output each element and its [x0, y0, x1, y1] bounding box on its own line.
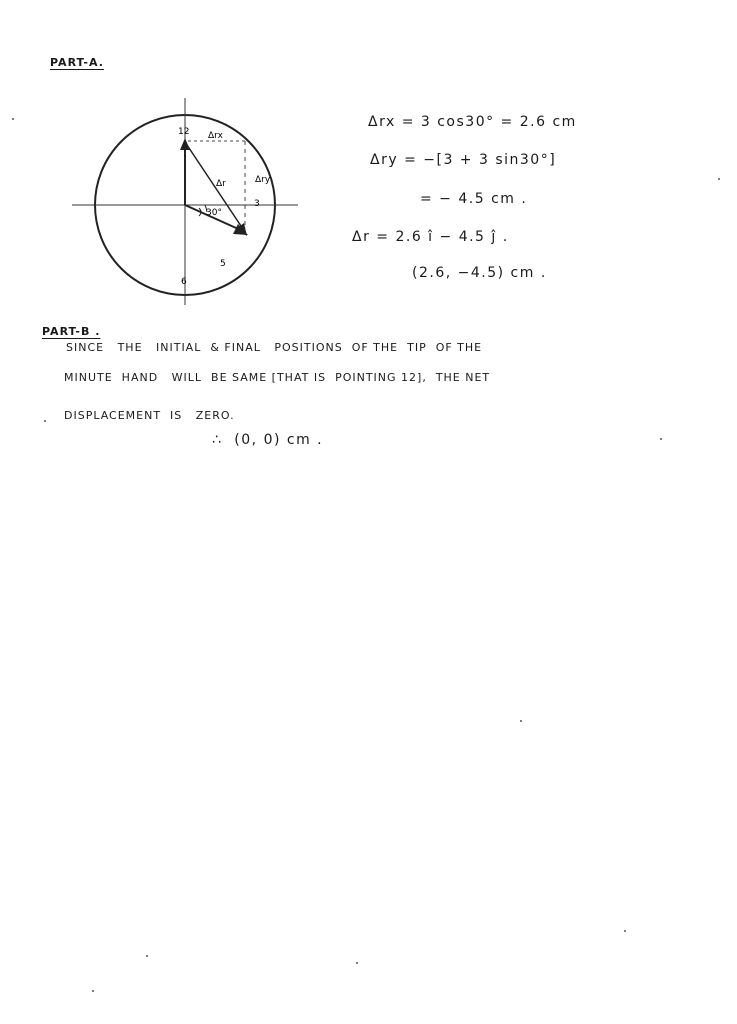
- part-b-line-2: MINUTE HAND WILL BE SAME [THAT IS POINTING 12], THE NET: [64, 371, 491, 384]
- paper-speck: [12, 118, 14, 120]
- label-12: 12: [178, 127, 190, 137]
- label-6: 6: [181, 277, 187, 287]
- label-5: 5: [220, 259, 226, 269]
- paper-speck: [356, 962, 358, 964]
- paper-speck: [92, 990, 94, 992]
- paper-speck: [660, 438, 662, 440]
- paper-speck: [718, 178, 720, 180]
- paper-speck: [624, 930, 626, 932]
- label-dry: Δry: [255, 175, 271, 185]
- part-b-line-1: SINCE THE INITIAL & FINAL POSITIONS OF THE TIP OF THE: [66, 341, 483, 354]
- label-angle: 30°: [206, 208, 222, 218]
- paper-speck: [44, 420, 46, 422]
- part-a-heading: PART-A.: [50, 56, 104, 69]
- equation-drx: Δrx = 3 cos30° = 2.6 cm: [368, 114, 577, 130]
- equation-dr-vector: Δr = 2.6 î − 4.5 ĵ .: [352, 229, 509, 245]
- label-drx: Δrx: [208, 131, 223, 141]
- part-b-heading: PART-B .: [42, 325, 101, 338]
- equation-dry-result: = − 4.5 cm .: [420, 191, 528, 207]
- paper-speck: [146, 955, 148, 957]
- label-dr: Δr: [216, 179, 226, 189]
- part-b-answer: ∴ (0, 0) cm .: [212, 432, 324, 448]
- label-3: 3: [254, 199, 260, 209]
- paper-speck: [520, 720, 522, 722]
- part-b-line-3: DISPLACEMENT IS ZERO.: [64, 409, 235, 422]
- equation-dry: Δry = −[3 + 3 sin30°]: [370, 152, 557, 168]
- equation-dr-result: (2.6, −4.5) cm .: [412, 265, 547, 281]
